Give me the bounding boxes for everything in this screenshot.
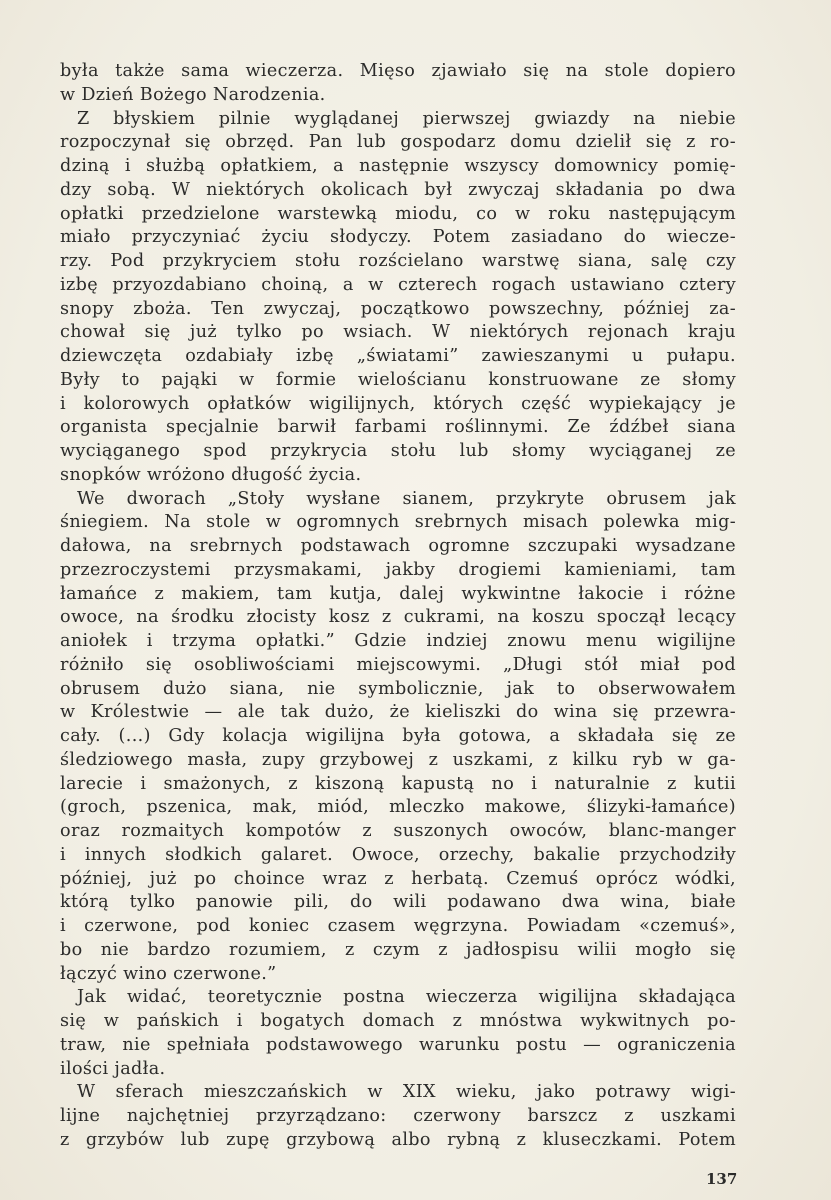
text-line: owoce, na środku złocisty kosz z cukrami, na koszu spoczął lecący (60, 607, 736, 628)
body-text (60, 60, 736, 1153)
text-line: dałowa, na srebrnych podstawach ogromne szczupaki wysadzane (60, 536, 736, 556)
text-line: chował się już tylko po wsiach. W niektórych rejonach kraju (60, 322, 736, 343)
text-line: snopków wróżono długość życia. (60, 464, 362, 485)
text-line: przezroczystemi przysmakami, jakby drogiemi kamieniami, tam (60, 559, 736, 580)
text-line: ilości jadła. (60, 1058, 166, 1079)
text-line: śniegiem. Na stole w ogromnych srebrnych misach polewka mig- (60, 512, 736, 533)
text-line: bo nie bardzo rozumiem, z czym z jadłospisu wilii mogło się (60, 939, 736, 960)
text-line: wyciąganego spod przykrycia stołu lub słomy wyciąganej ze (60, 441, 736, 461)
text-line: opłatki przedzielone warstewką miodu, co w roku następującym (60, 203, 736, 224)
text-line: różniło się osobliwościami miejscowymi. „Długi stół miał pod (60, 654, 736, 675)
text-line: We dworach „Stoły wysłane sianem, przykryte obrusem jak (77, 488, 736, 509)
text-line: i innych słodkich galaret. Owoce, orzechy, bakalie przychodziły (60, 844, 736, 865)
text-line: Z błyskiem pilnie wyglądanej pierwszej gwiazdy na niebie (77, 108, 736, 129)
page-number: 137 (706, 1170, 738, 1188)
text-line: rozpoczynał się obrzęd. Pan lub gospodarz domu dzielił się z ro- (60, 132, 736, 153)
text-line: w Królestwie — ale tak dużo, że kieliszki do wina się przewra- (60, 702, 736, 723)
text-line: aniołek i trzyma opłatki.” Gdzie indziej znowu menu wigilijne (60, 631, 736, 651)
text-line: którą tylko panowie pili, do wili podawano dwa wina, białe (60, 892, 736, 913)
text-line: cały. (...) Gdy kolacja wigilijna była gotowa, a składała się ze (60, 726, 736, 746)
text-line: W sferach mieszczańskich w XIX wieku, jako potrawy wigi- (77, 1082, 736, 1103)
text-line: łamańce z makiem, tam kutja, dalej wykwintne łakocie i różne (60, 583, 736, 604)
text-line: później, już po choince wraz z herbatą. Czemuś oprócz wódki, (60, 868, 736, 889)
text-line: śledziowego masła, zupy grzybowej z uszkami, z kilku ryb w ga- (60, 749, 736, 770)
text-line: izbę przyozdabiano choiną, a w czterech rogach ustawiano cztery (60, 274, 736, 295)
text-line: Jak widać, teoretycznie postna wieczerza wigilijna składająca (77, 987, 736, 1008)
text-line: rzy. Pod przykryciem stołu rozścielano warstwę siana, salę czy (60, 251, 736, 271)
text-line: w Dzień Bożego Narodzenia. (60, 84, 326, 105)
text-line: organista specjalnie barwił farbami roślinnymi. Ze źdźbeł siana (60, 417, 736, 438)
text-line: łączyć wino czerwone.” (60, 963, 277, 984)
text-line: miało przyczyniać życiu słodyczy. Potem zasiadano do wiecze- (60, 227, 736, 248)
text-line: dziewczęta ozdabiały izbę „światami” zawieszanymi u pułapu. (60, 346, 736, 366)
text-line: dzy sobą. W niektórych okolicach był zwyczaj składania po dwa (60, 179, 736, 200)
text-line: Były to pająki w formie wielościanu konstruowane ze słomy (60, 369, 736, 390)
text-line: była także sama wieczerza. Mięso zjawiało się na stole dopiero (60, 61, 736, 81)
text-line: oraz rozmaitych kompotów z suszonych owoców, blanc-manger (60, 821, 736, 841)
text-line: larecie i smażonych, z kiszoną kapustą no i naturalnie z kutii (60, 773, 736, 794)
text-line: i kolorowych opłatków wigilijnych, których część wypiekający je (60, 393, 736, 414)
text-line: z grzybów lub zupę grzybową albo rybną z kluseczkami. Potem (60, 1129, 736, 1150)
text-line: i czerwone, pod koniec czasem węgrzyna. Powiadam «czemuś», (60, 916, 736, 936)
text-line: (groch, pszenica, mak, miód, mleczko makowe, ślizyki-łamańce) (60, 797, 736, 818)
text-line: lijne najchętniej przyrządzano: czerwony barszcz z uszkami (60, 1106, 736, 1126)
text-line: obrusem dużo siana, nie symbolicznie, jak to obserwowałem (60, 678, 736, 699)
text-line: się w pańskich i bogatych domach z mnóstwa wykwitnych po- (60, 1011, 736, 1031)
text-line: dziną i służbą opłatkiem, a następnie wszyscy domownicy pomię- (60, 156, 736, 176)
text-line: traw, nie spełniała podstawowego warunku postu — ograniczenia (60, 1034, 736, 1055)
text-line: snopy zboża. Ten zwyczaj, początkowo powszechny, później za- (60, 298, 736, 319)
